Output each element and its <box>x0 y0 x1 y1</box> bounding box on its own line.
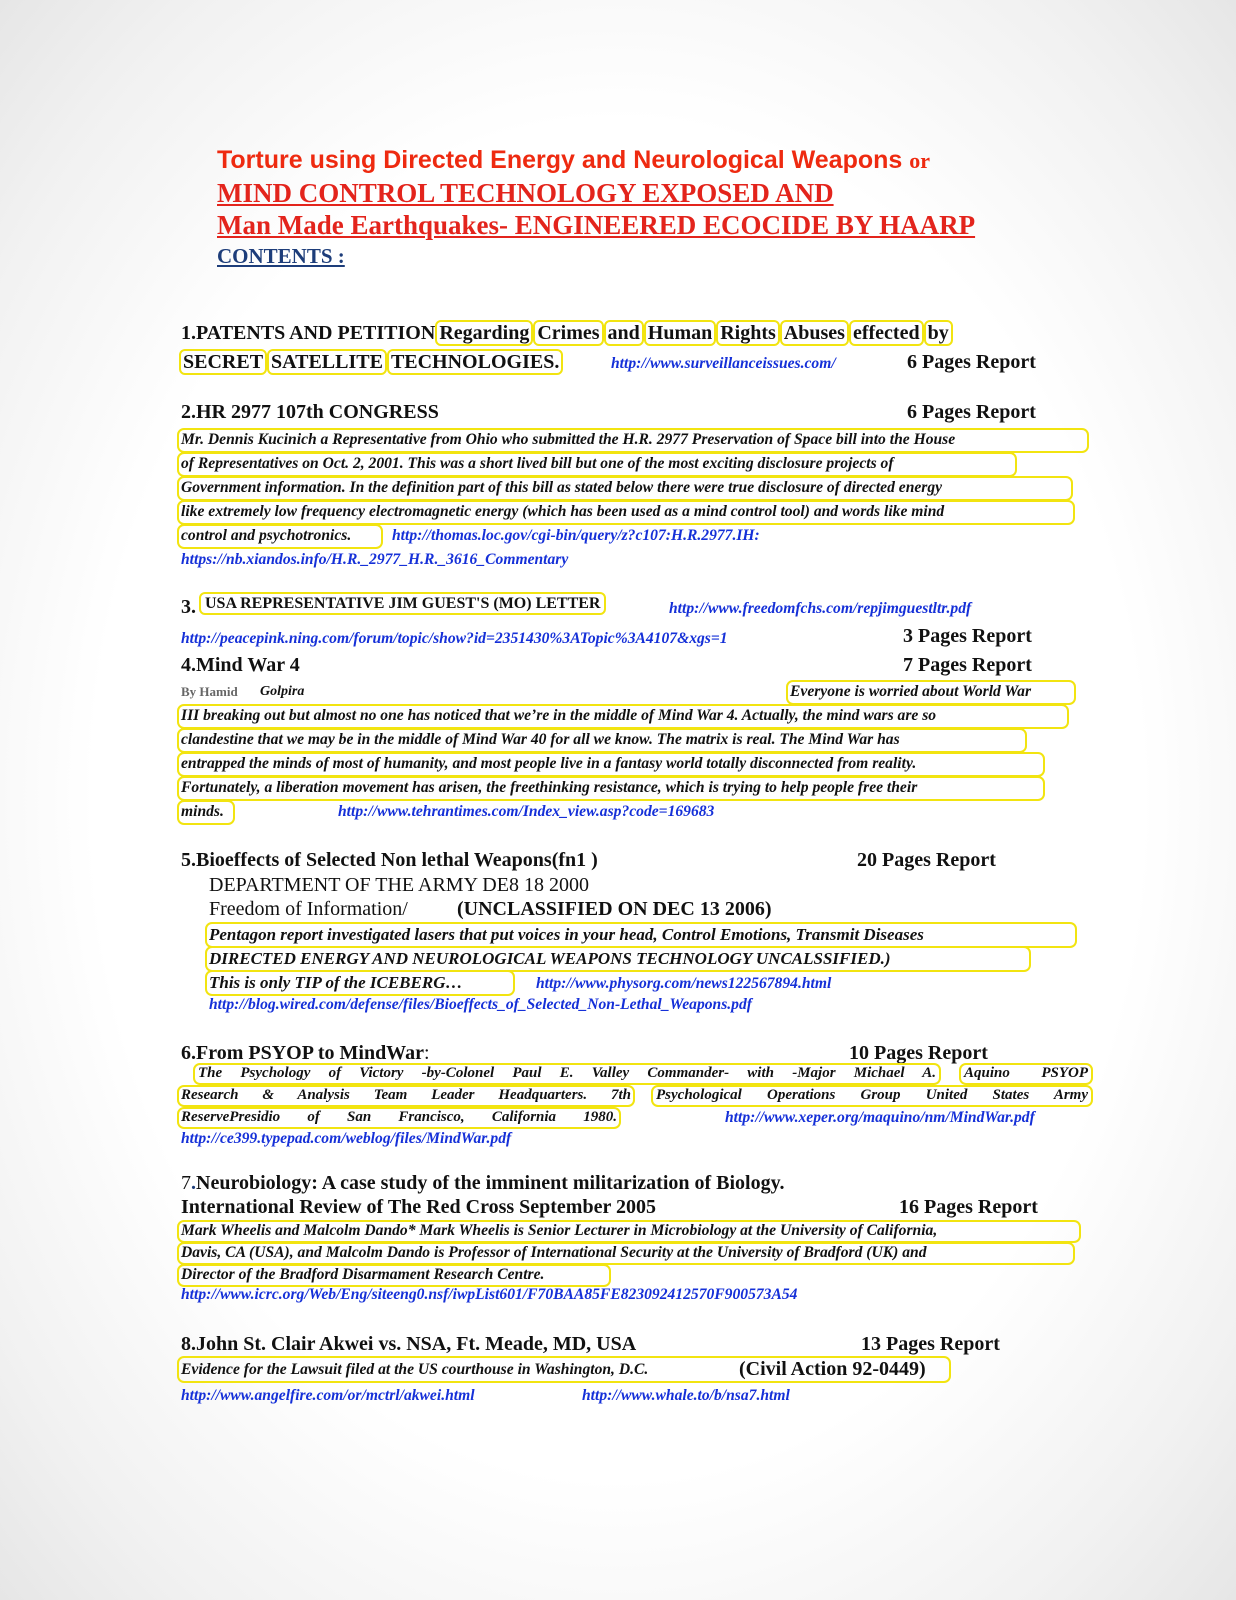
s2-pages: 6 Pages Report <box>907 401 1036 423</box>
s2-line-2: of Representatives on Oct. 2, 2001. This was a short lived bill but one of the most exciting disclosure projects of <box>181 455 894 472</box>
s7-link[interactable]: http://www.icrc.org/Web/Eng/siteeng0.nsf/iwpList601/F70BAA85FE823092412570F900573A54 <box>181 1286 798 1303</box>
s1-word: and <box>604 320 644 346</box>
s6-line-3: ReservePresidio of San Francisco, California 1980. <box>181 1109 617 1125</box>
s3-title: USA REPRESENTATIVE JIM GUEST'S (MO) LETTER <box>199 592 606 615</box>
s6-link-1[interactable]: http://www.xeper.org/maquino/nm/MindWar.pdf <box>725 1109 1035 1126</box>
s2-line-5: control and psychotronics. <box>181 527 352 544</box>
s6-line-1a: The Psychology of Victory -by-Colonel Paul E. Valley Commander- with -Major Michael A. <box>198 1065 936 1081</box>
s3-title-box <box>199 595 606 613</box>
s4-by: By Hamid <box>181 684 238 699</box>
s2-line-1 <box>181 431 955 449</box>
s4-line-3: clandestine that we may be in the middle of Mind War 40 for all we know. The matrix is real. The Mind War has <box>181 731 900 748</box>
s1-word: Human <box>644 320 716 346</box>
title-or: or <box>909 148 931 173</box>
title-line-2: MIND CONTROL TECHNOLOGY EXPOSED AND <box>217 178 834 208</box>
s1-word: SECRET <box>179 349 267 375</box>
s1-title: 1.PATENTS AND PETITION <box>181 322 436 344</box>
s3-link-1[interactable]: http://www.freedomfchs.com/repjimguestltr.pdf <box>669 600 972 617</box>
s1-word: effected <box>849 320 924 346</box>
s2-line-1-text: Kucinich a Representative from Ohio who submitted the H.R. 2977 Preservation of Space bill into the House <box>257 431 956 448</box>
s5-unclassified: (UNCLASSIFIED ON DEC 13 2006) <box>457 898 772 920</box>
s1-pages: 6 Pages Report <box>907 351 1036 373</box>
s8-link-1[interactable]: http://www.angelfire.com/or/mctrl/akwei.html <box>181 1387 475 1404</box>
s7-mark: Mark <box>181 1222 217 1239</box>
s6-title: 6.From PSYOP to MindWar <box>181 1042 424 1064</box>
s7-line-4: Director of the Bradford Disarmament Research Centre. <box>181 1266 545 1283</box>
s6-line-1 <box>181 1042 430 1065</box>
s7-line-3: Davis, CA (USA), and Malcolm Dando is Professor of International Security at the University of Bradford (UK) and <box>181 1244 927 1261</box>
s5-line-2: DIRECTED ENERGY AND NEUROLOGICAL WEAPONS TECHNOLOGY UNCALSSIFIED.) <box>209 949 891 968</box>
s2-line-4b: control tool) and words like mind <box>730 503 945 520</box>
s5-link-1[interactable]: http://www.physorg.com/news122567894.html <box>536 975 832 992</box>
s3-num: 3. <box>181 596 196 618</box>
s1-word: Regarding <box>435 320 533 346</box>
s7-pages: 16 Pages Report <box>899 1196 1038 1218</box>
s6-line-2a: Research & Analysis Team Leader Headquarters. 7th <box>181 1087 631 1103</box>
s1-word: SATELLITE <box>267 349 387 375</box>
s5-foi: Freedom of Information/ <box>209 898 408 920</box>
s7-num: 7 <box>181 1172 191 1194</box>
s4-pages: 7 Pages Report <box>903 654 1032 676</box>
s2-mr: Mr. <box>181 431 204 448</box>
s5-title: 5.Bioeffects of Selected Non lethal Weapons(fn1 ) <box>181 849 598 871</box>
s4-line-5: Fortunately, a liberation movement has arisen, the freethinking resistance, which is trying to help people free their <box>181 779 918 796</box>
s2-line-4 <box>181 503 944 521</box>
s1-word: Crimes <box>533 320 603 346</box>
s6-colon: : <box>423 1042 430 1064</box>
s8-pages: 13 Pages Report <box>861 1333 1000 1355</box>
s4-link[interactable]: http://www.tehrantimes.com/Index_view.asp?code=169683 <box>338 803 715 820</box>
s4-line-1: Everyone is worried about World War <box>790 683 1032 700</box>
s6-line-2b: Psychological Operations Group United States Army <box>656 1087 1088 1103</box>
s5-link-2[interactable]: http://blog.wired.com/defense/files/Bioeffects_of_Selected_Non-Lethal_Weapons.pdf <box>209 996 752 1013</box>
s2-line-4a: like extremely low frequency electromagnetic energy (which has been used as <box>181 503 679 520</box>
s2-line-3: Government information. In the definition part of this bill as stated below there were true disclosure of directed energy <box>181 479 943 496</box>
s3-pages: 3 Pages Report <box>903 625 1032 647</box>
s4-title: 4.Mind War 4 <box>181 654 300 676</box>
s2-line-4-a: a <box>682 503 690 520</box>
s7-line-1 <box>181 1172 785 1195</box>
s4-line-6: minds. <box>181 803 224 820</box>
s7-line-2-text: Wheelis and Malcolm Dando* Mark Wheelis is Senior Lecturer in Microbiology at the University of California, <box>220 1222 938 1239</box>
s7-title: Neurobiology: A case study of the imminent militarization of Biology. <box>196 1172 785 1194</box>
s5-line-1: Pentagon report investigated lasers that put voices in your head, Control Emotions, Transmit Diseases <box>209 925 924 944</box>
s3-link-2[interactable]: http://peacepink.ning.com/forum/topic/show?id=2351430%3ATopic%3A4107&xgs=1 <box>181 630 728 647</box>
s2-link-1[interactable]: http://thomas.loc.gov/cgi-bin/query/z?c107:H.R.2977.IH: <box>392 527 760 544</box>
s4-line-4: entrapped the minds of most of humanity, and most people live in a fantasy world totally disconnected from reality. <box>181 755 917 772</box>
s8-civil: (Civil Action 92-0449) <box>739 1358 926 1380</box>
s2-link-2[interactable]: https://nb.xiandos.info/H.R._2977_H.R._3616_Commentary <box>181 551 569 568</box>
s6-link-2[interactable]: http://ce399.typepad.com/weblog/files/MindWar.pdf <box>181 1130 512 1147</box>
s2-title: 2.HR 2977 107th CONGRESS <box>181 401 439 423</box>
s1-line-1 <box>181 322 953 345</box>
s1-word: Abuses <box>780 320 849 346</box>
title-line-1 <box>217 146 930 175</box>
s1-word: TECHNOLOGIES. <box>387 349 563 375</box>
contents-heading: CONTENTS : <box>217 244 345 268</box>
s6-line-1b: Aquino PSYOP <box>964 1065 1088 1081</box>
s8-link-2[interactable]: http://www.whale.to/b/nsa7.html <box>582 1387 790 1404</box>
s7-line-2 <box>181 1222 937 1240</box>
s5-dept: DEPARTMENT OF THE ARMY DE8 18 2000 <box>209 874 589 896</box>
s8-title: 8.John St. Clair Akwei vs. NSA, Ft. Meade, MD, USA <box>181 1333 637 1355</box>
s1-line-2 <box>179 351 563 374</box>
s5-pages: 20 Pages Report <box>857 849 996 871</box>
s1-word: by <box>924 320 953 346</box>
s4-author: Golpira <box>260 684 305 699</box>
title-line-3: Man Made Earthquakes- ENGINEERED ECOCIDE BY HAARP <box>217 210 976 240</box>
s4-line-2: III breaking out but almost no one has noticed that we’re in the middle of Mind War 4. Actually, the mind wars are so <box>181 707 937 724</box>
s8-line-1: Evidence for the Lawsuit filed at the US courthouse in Washington, D.C. <box>181 1361 649 1378</box>
s1-link[interactable]: http://www.surveillanceissues.com/ <box>611 355 836 372</box>
s2-line-4-mind: mind <box>693 503 727 520</box>
s1-word: Rights <box>716 320 780 346</box>
s5-line-3: This is only TIP of the ICEBERG… <box>209 973 463 992</box>
s2-dennis: Dennis <box>207 431 254 448</box>
title-text: Torture using Directed Energy and Neurological Weapons <box>217 146 903 174</box>
s7-dot: . <box>191 1172 196 1194</box>
s7-subtitle: International Review of The Red Cross September 2005 <box>181 1196 656 1218</box>
s6-pages: 10 Pages Report <box>849 1042 988 1064</box>
